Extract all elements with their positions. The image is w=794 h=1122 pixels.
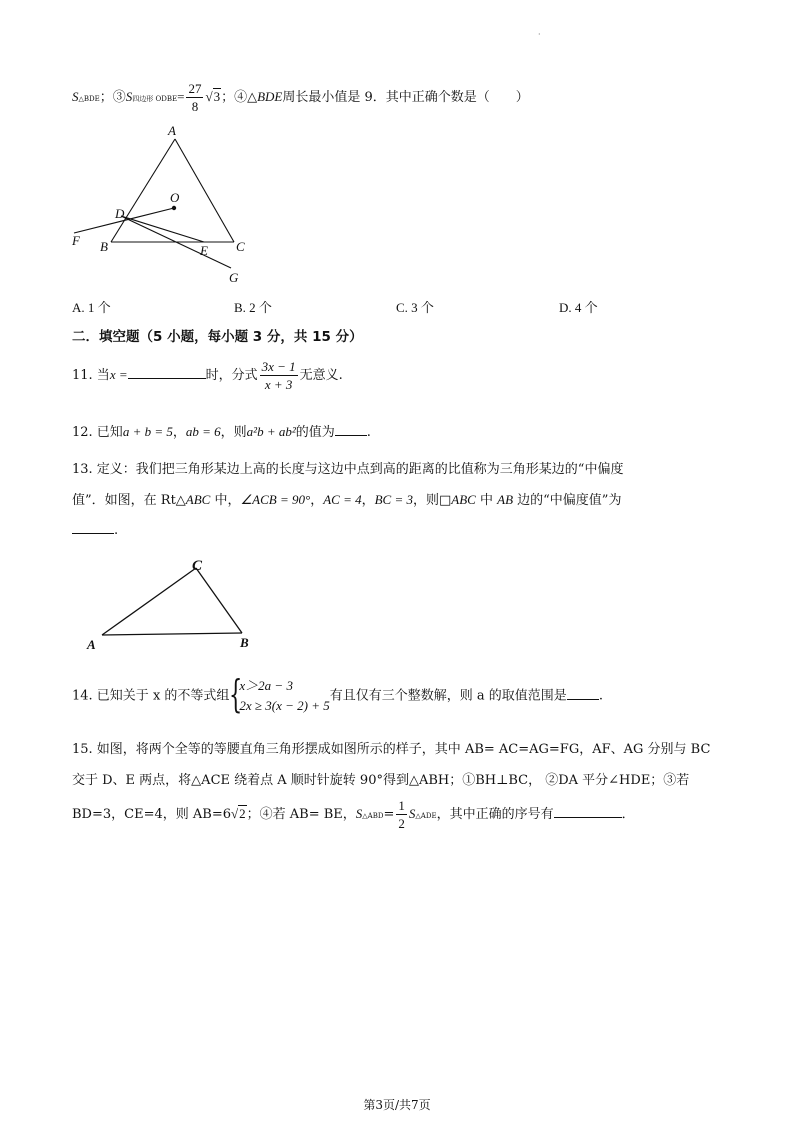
q15-s2-sub: △ADE (415, 812, 437, 820)
q11-answer-blank[interactable] (128, 366, 206, 379)
q13-text-f: 中 (475, 493, 498, 508)
option-d[interactable]: D. 4 个 (559, 300, 598, 315)
q10-frac-den: 8 (191, 99, 199, 114)
label-A: A (87, 637, 96, 652)
q12-end: . (366, 425, 371, 440)
triangle-figure-2 (80, 556, 270, 656)
q15-s1: S (355, 806, 363, 821)
q14-suffix: 有且仅有三个整数解，则 a 的取值范围是 (329, 688, 567, 704)
q15-fraction (396, 797, 407, 832)
q13-abc-2: ABC (451, 492, 476, 507)
q13-text-d: ， (361, 493, 375, 508)
label-O: O (170, 190, 180, 205)
option-a[interactable]: A. 1 个 (72, 300, 111, 315)
q15-sqrt: √2 (230, 806, 246, 821)
q13-bc: BC = 3 (374, 492, 413, 507)
q11-denominator: x + 3 (264, 377, 293, 392)
q14-answer-blank[interactable] (567, 687, 599, 700)
s-bde-subscript: △BDE (78, 95, 100, 103)
q10-text-after: ；④△ (221, 90, 258, 105)
q12-prefix: 12. 已知 (72, 425, 123, 440)
q13-ab: AB (497, 492, 514, 507)
q15-text-a: BD=3，CE=4，则 AB=6 (72, 807, 231, 822)
q13-answer-blank[interactable] (72, 521, 114, 534)
q11-numerator: 3x − 1 (261, 359, 296, 374)
q15-text-b: ；④若 AB= BE， (246, 807, 356, 822)
page-footer: 第3页/共7页 (363, 1098, 431, 1112)
s-odbe-subscript: 四边形 ODBE (132, 95, 178, 103)
q12-equation-1: a + b = 5 (122, 424, 173, 439)
q10-text-end: 周长最小值是 9．其中正确个数是（ ） (282, 90, 529, 105)
q11-mid: 时，分式 (205, 368, 258, 383)
question-11 (72, 358, 343, 393)
q12-mid: ，则 (220, 425, 247, 440)
option-b[interactable]: B. 2 个 (234, 300, 272, 315)
question-15-line-3 (72, 797, 635, 832)
q13-text-a: 值”．如图，在 Rt△ (72, 493, 186, 508)
q15-frac-den: 2 (398, 816, 405, 831)
q13-abc: ABC (185, 492, 211, 507)
triangle-figure-1 (66, 120, 266, 290)
label-B: B (100, 239, 108, 254)
q10-tail-line (72, 80, 529, 115)
q14-row-1: x＞2a − 3 (239, 678, 293, 693)
label-G: G (229, 270, 239, 285)
q13-angle: ∠ACB = 90° (240, 492, 311, 507)
question-13-line-3 (72, 521, 118, 538)
option-c[interactable]: C. 3 个 (396, 300, 434, 315)
q11-prefix: 11. 当 (72, 368, 110, 383)
q11-suffix: 无意义. (299, 368, 343, 383)
q15-frac-num: 1 (398, 798, 405, 813)
q12-expression: a²b + ab² (246, 424, 296, 439)
q14-end: . (598, 688, 603, 704)
q10-sqrt: √3 (205, 89, 221, 104)
label-B: B (240, 635, 249, 650)
q10-frac-num: 27 (188, 81, 202, 96)
label-C: C (236, 239, 245, 254)
s-odbe-symbol: S (125, 89, 133, 104)
q12-equation-2: ab = 6 (185, 424, 221, 439)
q13-ac: AC = 4 (323, 492, 362, 507)
q15-sqrt-value: 2 (239, 806, 246, 821)
q10-fraction (186, 80, 203, 115)
question-15-line-1: 15. 如图，将两个全等的等腰直角三角形摆成如图所示的样子，其中 AB= AC=AG=FG，AF、AG 分别与 BC (72, 742, 711, 757)
q15-s2: S (408, 806, 416, 821)
question-13-line-2 (72, 489, 621, 508)
q14-prefix: 14. 已知关于 x 的不等式组 (72, 688, 230, 704)
label-E: E (200, 243, 208, 258)
q11-fraction (260, 358, 298, 393)
q13-text-b: 中， (210, 493, 241, 508)
q15-end: ． (621, 807, 635, 822)
label-C: C (192, 558, 203, 574)
q10-triangle-name: BDE (257, 89, 283, 104)
question-13-line-1: 13. 定义：我们把三角形某边上高的长度与这边中点到高的距离的比值称为三角形某边的“中偏度 (72, 462, 624, 477)
q14-inequality-system: { x＞2a − 3 2x ≥ 3(x − 2) + 5 (229, 672, 330, 716)
question-12 (72, 421, 371, 440)
label-F: F (72, 233, 80, 248)
q14-row-2: 2x ≥ 3(x − 2) + 5 (239, 698, 330, 713)
q13-text-c: ， (310, 493, 324, 508)
label-A: A (168, 123, 176, 138)
question-15-line-2: 交于 D、E 两点，将△ACE 绕着点 A 顺时针旋转 90°得到△ABH；①BH⊥BC， ②DA 平分∠HDE；③若 (72, 773, 690, 788)
q13-end: . (114, 523, 119, 538)
q10-sqrt-value: 3 (213, 89, 221, 104)
q13-text-g: 边的“中偏度值”为 (513, 493, 622, 508)
q15-text-c: ，其中正确的序号有 (436, 807, 554, 822)
section-title: 二．填空题（5 小题，每小题 3 分，共 15 分） (72, 329, 363, 345)
top-mark: · (538, 30, 541, 39)
q11-variable: x = (109, 367, 128, 382)
q15-s1-sub: △ABD (362, 812, 384, 820)
q12-sep: ， (172, 425, 186, 440)
question-14 (72, 672, 603, 716)
s-bde-symbol: S (72, 89, 79, 104)
q13-text-e: ，则□ (413, 493, 452, 508)
q10-eq: = (177, 89, 185, 104)
q12-suffix: 的值为 (295, 425, 335, 440)
q15-answer-blank[interactable] (554, 805, 622, 818)
q15-eq: = (383, 807, 395, 822)
q10-sep: ；③ (99, 90, 126, 105)
label-D: D (115, 206, 125, 221)
q12-answer-blank[interactable] (335, 423, 367, 436)
